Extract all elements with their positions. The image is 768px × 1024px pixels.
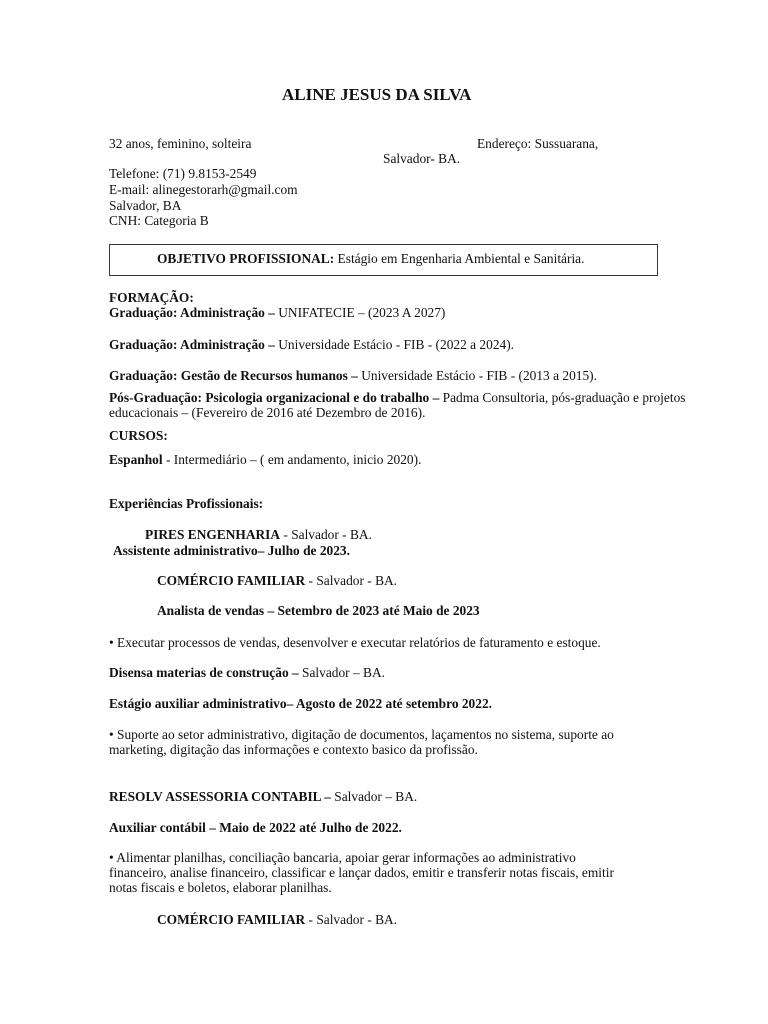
education-item <box>109 337 514 353</box>
objective-text: Estágio em Engenharia Ambiental e Sanitária. <box>334 251 585 266</box>
job-location: - Salvador - BA. <box>305 573 398 588</box>
course-label: Espanhol <box>109 452 163 467</box>
education-item <box>109 390 685 406</box>
job-company: Disensa materias de construção – <box>109 665 299 680</box>
job-role: Auxiliar contábil – Maio de 2022 até Julho de 2022. <box>109 820 402 835</box>
job-description: • Suporte ao setor administrativo, digitação de documentos, laçamentos no sistema, suporte ao <box>109 727 614 742</box>
city: Salvador, BA <box>109 198 182 213</box>
course-text: - Intermediário – ( em andamento, inicio 2020). <box>162 452 422 467</box>
objective-label: OBJETIVO PROFISSIONAL: <box>157 251 335 266</box>
education-label: Graduação: Administração – <box>109 305 275 320</box>
personal-info: 32 anos, feminino, solteira <box>109 136 252 151</box>
job-role: Analista de vendas – Setembro de 2023 até Maio de 2023 <box>157 603 480 618</box>
courses-heading: CURSOS: <box>109 428 168 443</box>
job-company: COMÉRCIO FAMILIAR <box>157 912 306 927</box>
education-text-continued: educacionais – (Fevereiro de 2016 até Dezembro de 2016). <box>109 405 426 420</box>
job-company-line <box>157 573 397 589</box>
job-location: - Salvador - BA. <box>280 527 372 542</box>
driver-license: CNH: Categoria B <box>109 213 209 228</box>
job-company-line <box>145 527 372 543</box>
experience-heading: Experiências Profissionais: <box>109 496 264 511</box>
course-item <box>109 452 421 468</box>
job-description: • Executar processos de vendas, desenvolver e executar relatórios de faturamento e estoque. <box>109 635 601 650</box>
job-description: marketing, digitação das informações e contexto basico da profissão. <box>109 742 478 757</box>
candidate-name: ALINE JESUS DA SILVA <box>282 85 472 104</box>
education-item <box>109 305 445 321</box>
email: E-mail: alinegestorarh@gmail.com <box>109 182 298 197</box>
job-company: PIRES ENGENHARIA <box>145 527 281 542</box>
job-description: • Alimentar planilhas, conciliação bancaria, apoiar gerar informações ao administrativo <box>109 850 576 865</box>
phone: Telefone: (71) 9.8153-2549 <box>109 166 257 181</box>
job-location: Salvador – BA. <box>298 665 385 680</box>
education-label: Graduação: Administração – <box>109 337 275 352</box>
job-role: Estágio auxiliar administrativo– Agosto de 2022 até setembro 2022. <box>109 696 492 711</box>
education-text: Padma Consultoria, pós-graduação e projetos <box>439 390 686 405</box>
job-role: Assistente administrativo– Julho de 2023. <box>113 543 350 558</box>
education-heading: FORMAÇÃO: <box>109 290 194 305</box>
education-label: Graduação: Gestão de Recursos humanos – <box>109 368 358 383</box>
job-company: COMÉRCIO FAMILIAR <box>157 573 306 588</box>
education-text: Universidade Estácio - FIB - (2013 a 2015). <box>357 368 597 383</box>
job-description: financeiro, analise financeiro, classificar e lançar dados, emitir e transferir notas fiscais, emitir <box>109 865 614 880</box>
job-company-line <box>109 789 417 805</box>
education-item <box>109 368 597 384</box>
job-company-line <box>109 665 385 681</box>
education-label: Pós-Graduação: Psicologia organizacional e do trabalho – <box>109 390 440 405</box>
job-company: RESOLV ASSESSORIA CONTABIL – <box>109 789 331 804</box>
address-city: Salvador- BA. <box>383 151 461 166</box>
job-location: Salvador – BA. <box>330 789 418 804</box>
education-text: Universidade Estácio - FIB - (2022 a 2024). <box>274 337 515 352</box>
address-label: Endereço: Sussuarana, <box>477 136 599 151</box>
education-text: UNIFATECIE – (2023 A 2027) <box>274 305 446 320</box>
job-company-line <box>157 912 397 928</box>
job-description: notas fiscais e boletos, elaborar planilhas. <box>109 880 332 895</box>
job-location: - Salvador - BA. <box>305 912 398 927</box>
objective-line <box>157 251 584 267</box>
